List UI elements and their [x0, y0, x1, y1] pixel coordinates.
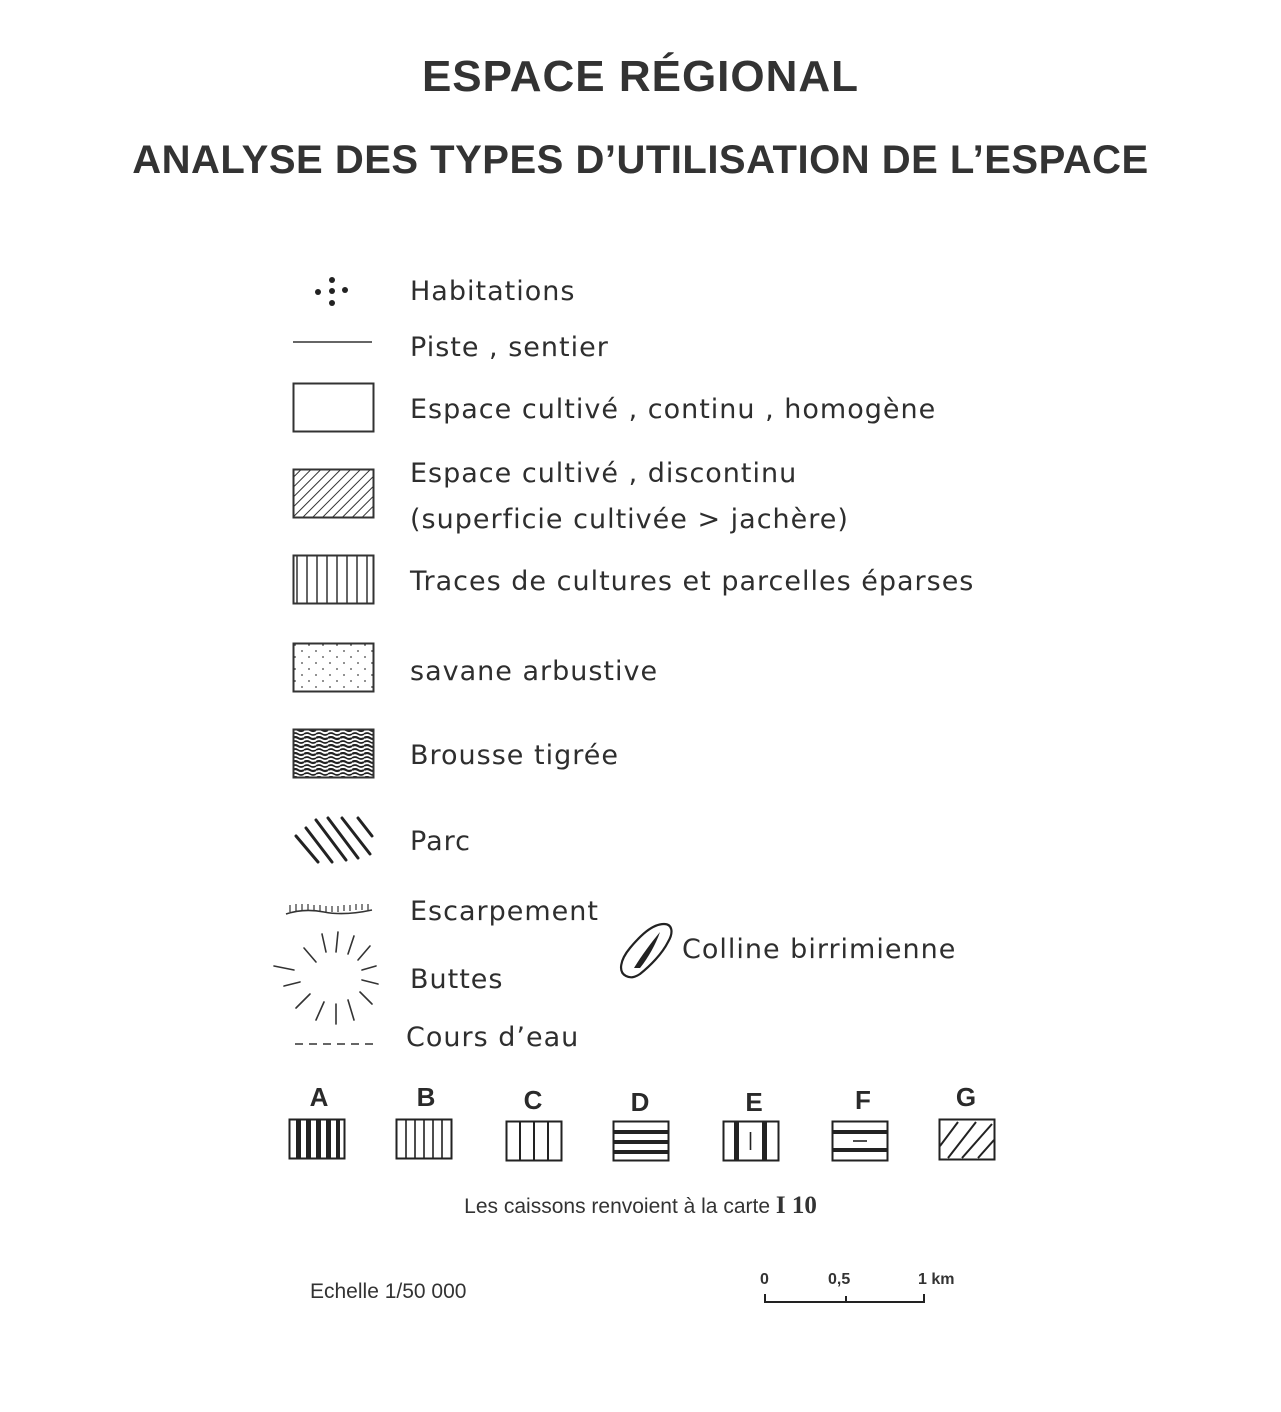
- legend-label-brousse: Brousse tigrée: [410, 740, 619, 771]
- legend-label-escarpement: Escarpement: [410, 896, 599, 927]
- scale-label-half: 0,5: [828, 1271, 851, 1288]
- scale-label-0: 0: [760, 1271, 769, 1288]
- box-letter-d: D: [630, 1087, 650, 1117]
- legend-label-cultive-discontinu: Espace cultivé , discontinu: [410, 458, 798, 489]
- legend-label-parc: Parc: [410, 826, 471, 857]
- box-d-swatch: [612, 1120, 670, 1162]
- legend-label-colline: Colline birrimienne: [682, 934, 957, 965]
- map-subtitle: ANALYSE DES TYPES D’UTILISATION DE L’ESPACE: [132, 138, 1149, 182]
- box-letter-e: E: [745, 1087, 763, 1117]
- box-a-swatch: [288, 1118, 346, 1160]
- cultive-continu-swatch: [292, 382, 376, 434]
- box-letter-c: C: [523, 1085, 543, 1115]
- cours-eau-icon: [294, 1038, 376, 1050]
- legend-label-cours-eau: Cours d’eau: [406, 1022, 580, 1053]
- colline-icon: [616, 920, 676, 982]
- caissons-note: [0, 1192, 1281, 1220]
- box-letter-b: B: [416, 1082, 436, 1112]
- box-letter-f: F: [855, 1085, 871, 1115]
- traces-cultures-swatch: [292, 554, 376, 606]
- box-e-swatch: [722, 1120, 780, 1162]
- box-c-swatch: [505, 1120, 563, 1162]
- brousse-tigree-swatch: [292, 728, 376, 780]
- scale-text: Echelle 1/50 000: [310, 1280, 467, 1303]
- parc-icon: [292, 814, 376, 866]
- legend-label-traces: Traces de cultures et parcelles éparses: [410, 566, 975, 597]
- piste-line-icon: [292, 336, 374, 348]
- box-b-swatch: [395, 1118, 453, 1160]
- scale-label-end: 1 km: [918, 1271, 955, 1288]
- habitations-icon: [308, 274, 358, 310]
- caissons-note-text: Les caissons renvoient à la carte: [464, 1195, 776, 1218]
- box-letter-g: G: [955, 1082, 977, 1112]
- legend-label-savane: savane arbustive: [410, 656, 659, 687]
- legend-label-habitations: Habitations: [410, 276, 576, 307]
- caissons-note-ref: I 10: [775, 1192, 817, 1219]
- legend-label-buttes: Buttes: [410, 964, 504, 995]
- box-g-swatch: [938, 1118, 996, 1162]
- cultive-discontinu-swatch: [292, 468, 376, 520]
- savane-swatch: [292, 642, 376, 694]
- scale-bar: [762, 1292, 928, 1306]
- legend-label-piste: Piste , sentier: [410, 332, 609, 363]
- legend-label-cultive-continu: Espace cultivé , continu , homogène: [410, 394, 937, 425]
- box-f-swatch: [831, 1120, 889, 1162]
- escarpement-icon: [284, 900, 376, 922]
- box-letter-a: A: [309, 1082, 329, 1112]
- buttes-icon: [266, 926, 396, 1030]
- legend-label-cultive-discontinu-note: (superficie cultivée > jachère): [410, 504, 849, 535]
- map-title: ESPACE RÉGIONAL: [421, 52, 860, 101]
